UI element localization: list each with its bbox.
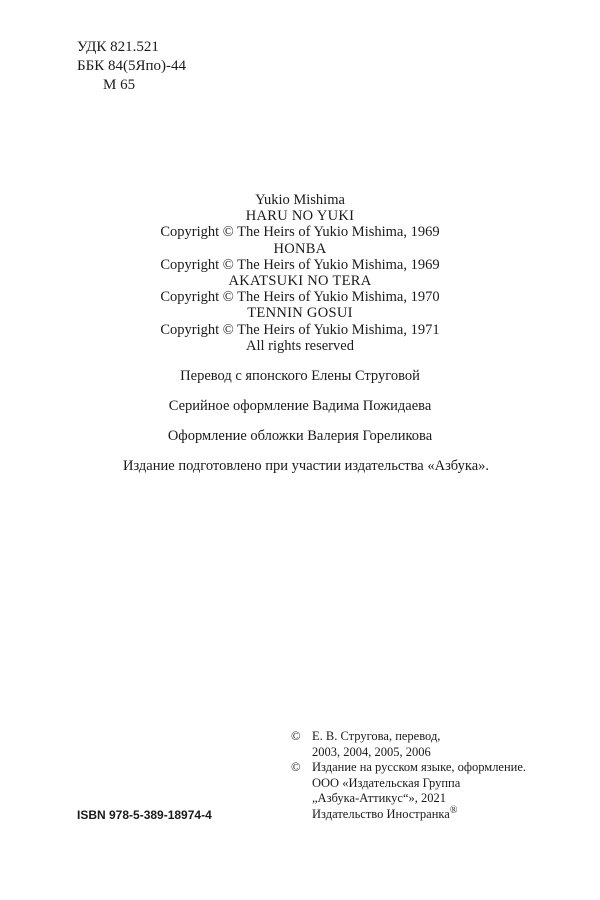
author-name: Yukio Mishima bbox=[255, 192, 345, 208]
publisher-note: Издание подготовлено при участии издательства «Азбука». bbox=[122, 458, 490, 474]
copyright-icon: © bbox=[291, 760, 301, 775]
rights-text bbox=[312, 804, 458, 823]
copyright-line: Copyright © The Heirs of Yukio Mishima, 1969 bbox=[160, 224, 440, 241]
registered-trademark-icon: ® bbox=[449, 804, 458, 816]
rights-entry bbox=[291, 776, 526, 792]
rights-entry bbox=[291, 760, 526, 776]
staff-credits bbox=[0, 368, 600, 488]
author-mark: М 65 bbox=[103, 77, 136, 93]
copyright-line: Copyright © The Heirs of Yukio Mishima, 1970 bbox=[160, 289, 440, 306]
bbk-code: ББК 84(5Япо)-44 bbox=[77, 58, 186, 74]
original-title: TENNIN GOSUI bbox=[247, 305, 353, 322]
copyright-line: Copyright © The Heirs of Yukio Mishima, 1971 bbox=[160, 321, 440, 338]
isbn-number: ISBN 978-5-389-18974-4 bbox=[77, 808, 212, 822]
original-copyright-block bbox=[0, 192, 600, 354]
original-title: HONBA bbox=[273, 240, 327, 257]
all-rights-reserved: All rights reserved bbox=[246, 337, 354, 354]
rights-text: 2003, 2004, 2005, 2006 bbox=[312, 744, 431, 759]
copyright-icon: © bbox=[291, 729, 301, 743]
russian-rights-block bbox=[291, 729, 526, 823]
rights-text: Е. В. Стругова, перевод, bbox=[312, 729, 441, 743]
publisher-name: Издательство Иностранка bbox=[312, 806, 450, 821]
original-title: HARU NO YUKI bbox=[245, 208, 355, 225]
rights-entry bbox=[291, 745, 526, 761]
original-title: AKATSUKI NO TERA bbox=[228, 273, 372, 290]
cover-design-credit: Оформление обложки Валерия Гореликова bbox=[167, 428, 433, 444]
catalog-block bbox=[77, 38, 186, 95]
rights-entry bbox=[291, 804, 526, 823]
copyright-line: Copyright © The Heirs of Yukio Mishima, 1969 bbox=[160, 256, 440, 273]
series-design-credit: Серийное оформление Вадима Пожидаева bbox=[168, 398, 432, 414]
udk-code: УДК 821.521 bbox=[77, 39, 159, 55]
rights-entry bbox=[291, 791, 526, 807]
rights-text: ООО «Издательская Группа bbox=[312, 775, 461, 790]
rights-text: Издание на русском языке, оформление. bbox=[312, 760, 527, 775]
rights-entry bbox=[291, 729, 526, 745]
rights-text: „Азбука-Аттикус“», 2021 bbox=[312, 791, 447, 806]
translator-credit: Перевод с японского Елены Струговой bbox=[180, 368, 420, 384]
